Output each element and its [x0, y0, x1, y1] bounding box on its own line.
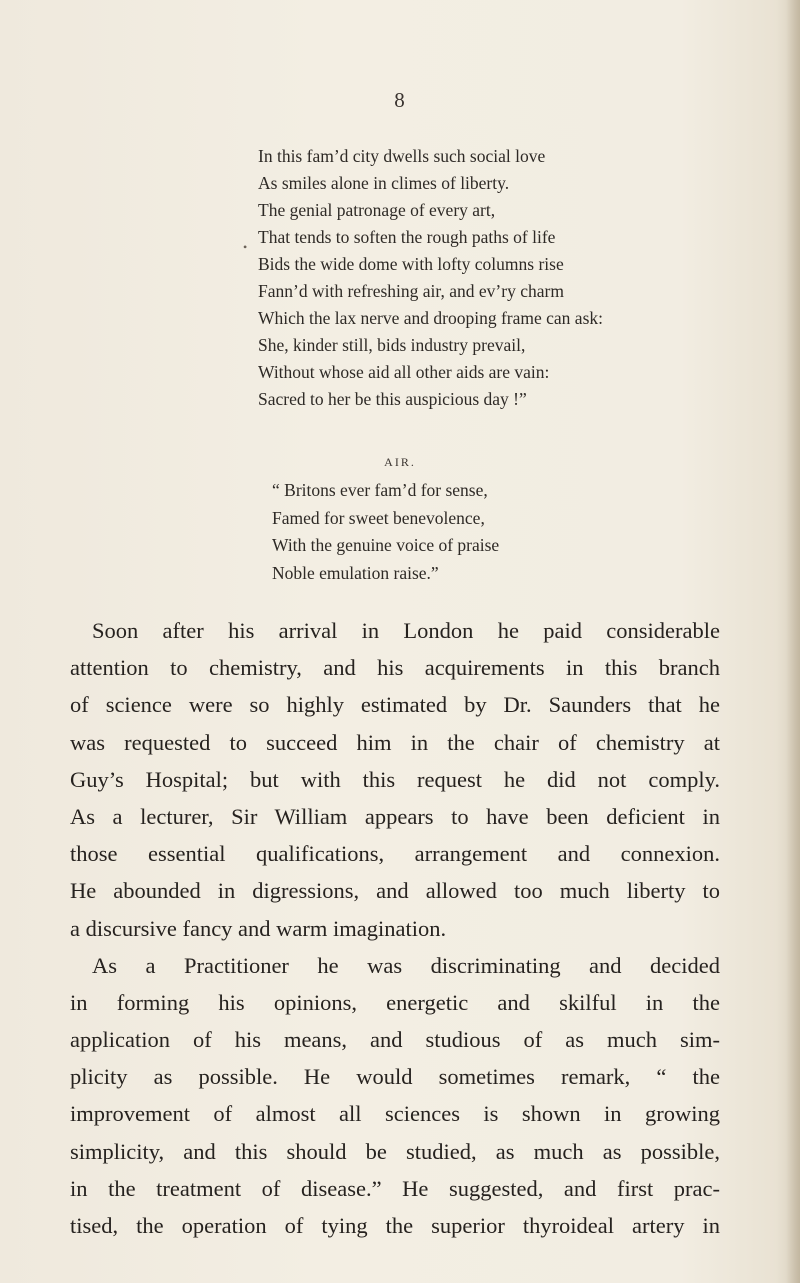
air-verse-block [272, 477, 499, 587]
ink-speck: • [243, 240, 248, 254]
verse-line: She, kinder still, bids industry prevail, [258, 335, 526, 355]
verse-line: That tends to soften the rough paths of life [258, 227, 556, 247]
prose-line: in forming his opinions, energetic and skilful in the [70, 989, 720, 1015]
prose-line: application of his means, and studious of as much sim- [70, 1027, 720, 1053]
prose-line: As a Practitioner he was discriminating and decided [92, 952, 720, 978]
air-line: Noble emulation raise.” [272, 562, 439, 583]
air-line: Famed for sweet benevolence, [272, 507, 485, 528]
page-edge-shadow [786, 0, 800, 1283]
prose-line: of science were so highly estimated by Dr. Saunders that he [70, 692, 720, 718]
verse-line: As smiles alone in climes of liberty. [258, 173, 510, 193]
prose-line: As a lecturer, Sir William appears to have been deficient in [70, 803, 720, 829]
page-number: 8 [394, 88, 406, 112]
prose-line: was requested to succeed him in the chair of chemistry at [70, 729, 720, 755]
prose-line: in the treatment of disease.” He suggested, and first prac- [70, 1175, 720, 1201]
verse-block [258, 143, 603, 413]
prose-line: those essential qualifications, arrangement and connexion. [70, 841, 720, 867]
air-line: With the genuine voice of praise [272, 535, 500, 555]
prose-line: Guy’s Hospital; but with this request he did not comply. [70, 766, 720, 792]
verse-line: Fann’d with refreshing air, and ev’ry charm [258, 281, 564, 301]
prose-line: He abounded in digressions, and allowed too much liberty to [70, 878, 720, 904]
verse-line: In this fam’d city dwells such social love [258, 146, 546, 166]
prose-line: tised, the operation of tying the superior thyroideal artery in [70, 1213, 720, 1238]
prose-line: improvement of almost all sciences is shown in growing [70, 1101, 720, 1127]
prose-line: simplicity, and this should be studied, as much as possible, [70, 1138, 720, 1164]
prose-line: plicity as possible. He would sometimes remark, “ the [70, 1064, 720, 1090]
air-heading: AIR. [384, 455, 416, 469]
verse-line: Which the lax nerve and drooping frame can ask: [258, 308, 604, 328]
air-line: “ Britons ever fam’d for sense, [272, 480, 488, 500]
prose-line: Soon after his arrival in London he paid considerable [92, 618, 720, 643]
verse-line: Without whose aid all other aids are vain: [258, 362, 550, 382]
prose-line: attention to chemistry, and his acquirements in this branch [70, 655, 720, 681]
prose-line: a discursive fancy and warm imagination. [70, 915, 447, 941]
verse-line: Bids the wide dome with lofty columns rise [258, 254, 564, 274]
verse-line: Sacred to her be this auspicious day !” [258, 389, 527, 409]
verse-line: The genial patronage of every art, [258, 200, 496, 220]
prose-body [70, 612, 720, 1244]
